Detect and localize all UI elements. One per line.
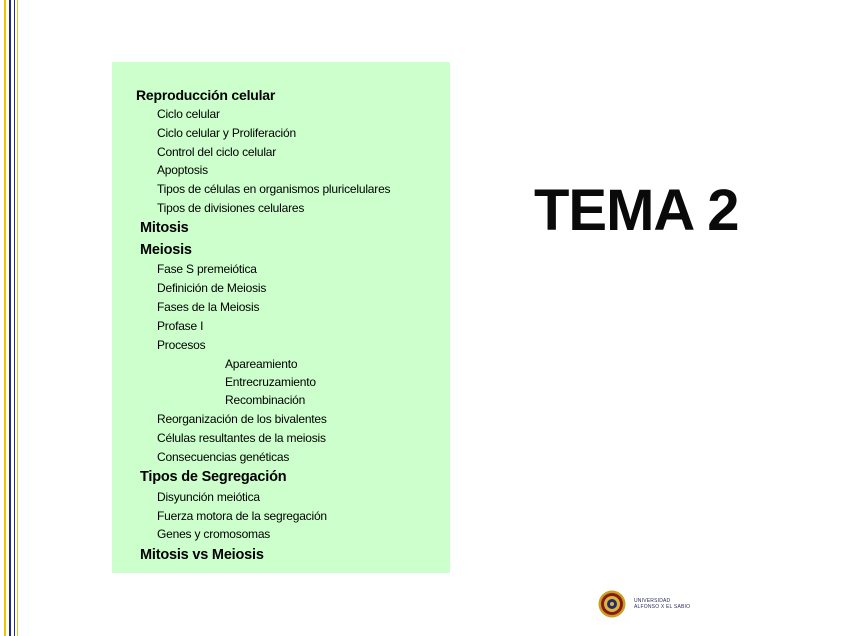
university-name [634, 598, 690, 610]
decorative-stripe-blue [9, 0, 11, 636]
outline-subitem: Fases de la Meiosis [157, 300, 260, 314]
decorative-stripe-blue-thin [14, 0, 15, 636]
outline-subitem: Ciclo celular y Proliferación [157, 126, 296, 140]
outline-subitem: Definición de Meiosis [157, 281, 267, 295]
university-logo [598, 590, 702, 620]
outline-subitem: Consecuencias genéticas [157, 450, 290, 464]
outline-subitem: Disyunción meiótica [157, 490, 260, 504]
outline-heading: Tipos de Segregación [140, 469, 287, 485]
outline-subitem: Control del ciclo celular [157, 145, 277, 159]
slide-title: TEMA 2 [534, 178, 739, 243]
university-name-line1: UNIVERSIDAD [634, 598, 671, 604]
outline-subitem: Ciclo celular [157, 107, 220, 121]
outline-subitem: Fase S premeiótica [157, 262, 257, 276]
outline-heading: Mitosis [140, 220, 189, 236]
outline-subitem: Reorganización de los bivalentes [157, 412, 327, 426]
outline-subsubitem: Recombinación [225, 393, 306, 407]
outline-subitem: Fuerza motora de la segregación [157, 509, 327, 523]
outline-subitem: Apoptosis [157, 163, 208, 177]
outline-subitem: Tipos de células en organismos pluricelulares [157, 182, 391, 196]
outline-subsubitem: Apareamiento [225, 357, 298, 371]
outline-heading: Meiosis [140, 242, 192, 258]
university-seal-icon [598, 590, 626, 618]
outline-subitem: Profase I [157, 319, 204, 333]
outline-subitem: Genes y cromosomas [157, 527, 271, 541]
decorative-stripe-yellow [4, 0, 6, 636]
university-name-line2: ALFONSO X EL SABIO [634, 604, 691, 610]
outline-heading: Mitosis vs Meiosis [140, 547, 264, 563]
outline-subitem: Tipos de divisiones celulares [157, 201, 305, 215]
outline-heading: Reproducción celular [136, 87, 276, 103]
outline-subitem: Células resultantes de la meiosis [157, 431, 326, 445]
outline-subitem: Procesos [157, 338, 206, 352]
decorative-stripe-yellow-thin [17, 0, 18, 636]
outline-subsubitem: Entrecruzamiento [225, 375, 316, 389]
topic-outline-box [112, 62, 450, 573]
